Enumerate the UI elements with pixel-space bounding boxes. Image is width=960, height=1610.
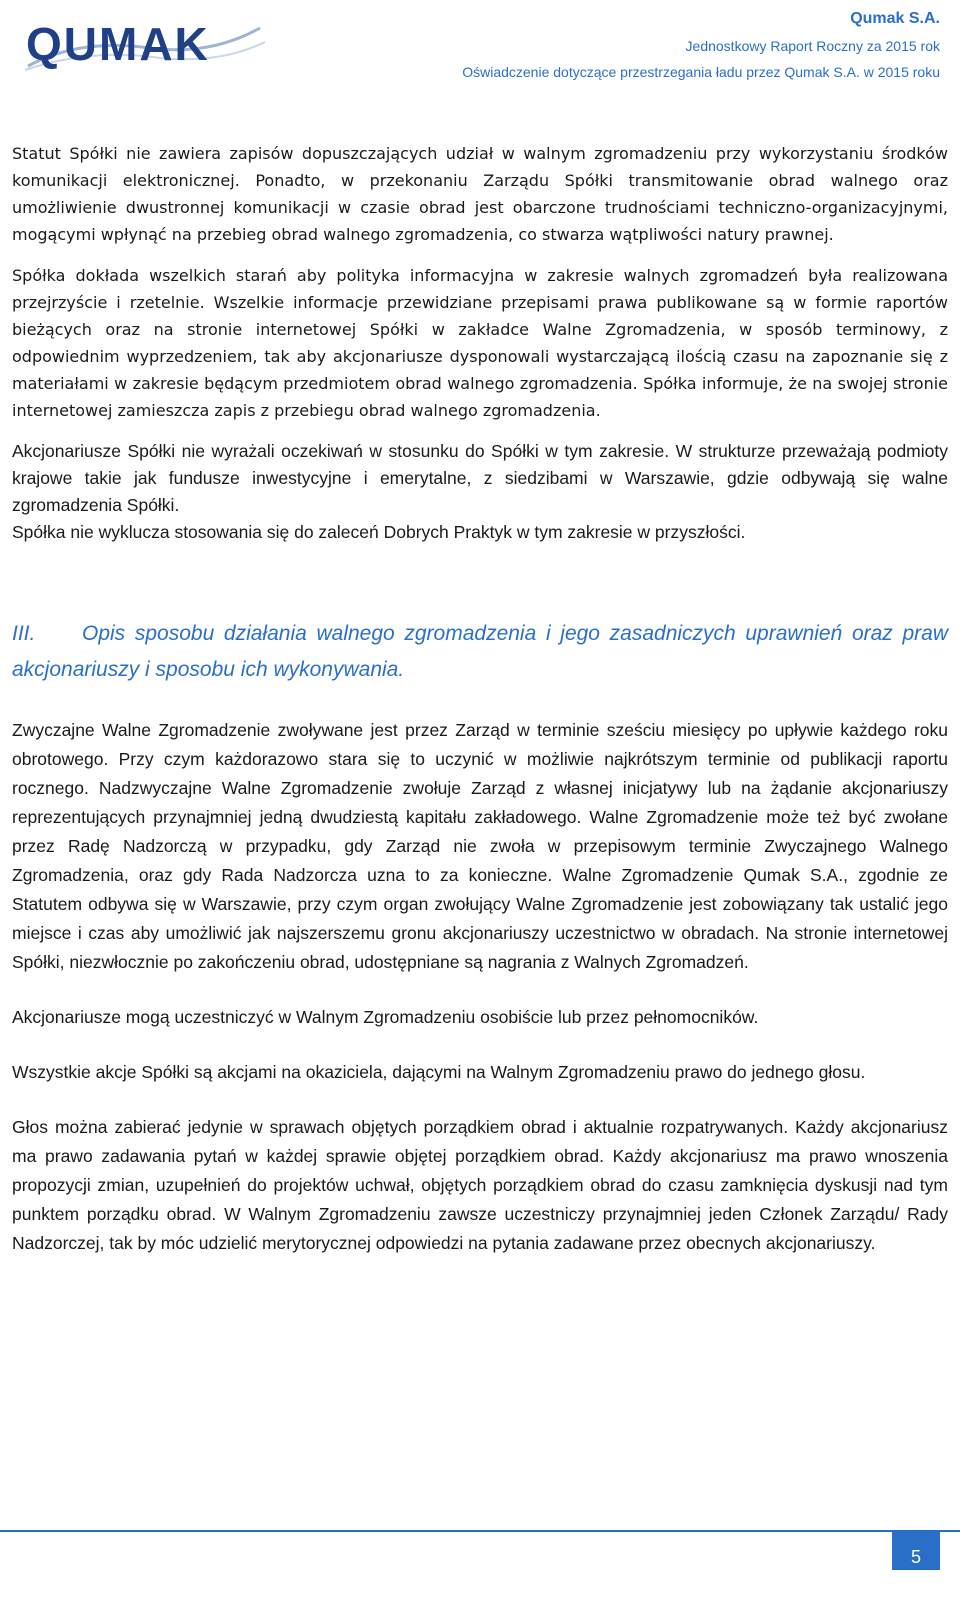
paragraph-information-policy: Spółka dokłada wszelkich starań aby polityka informacyjna w zakresie walnych zgromadzeń była realizowana przejrzyście i rzetelnie. Wszelkie informacje przewidziane przepisami prawa publikowane są w formie raportów bieżących oraz na stronie internetowej Spółki w zakładce Walne Zgromadzenia, w sposób terminowy, z odpowiednim wyprzedzeniem, tak aby akcjonariusze dysponowali wystarczającą ilością czasu na zapoznanie się z materiałami w zakresie będącym przedmiotem obrad walnego zgromadzenia. Spółka informuje, że na swojej stronie internetowej zamieszcza zapis z przebiegu obrad walnego zgromadzenia.	[12, 266, 948, 420]
page-number: 5	[892, 1530, 940, 1570]
svg-text:QUMAK: QUMAK	[26, 18, 210, 70]
section-heading	[12, 616, 948, 688]
section-title: Opis sposobu działania walnego zgromadzenia i jego zasadniczych uprawnień oraz praw akcjonariuszy i sposobu ich wykonywania.	[12, 622, 948, 681]
paragraph-shareholder-rights: Głos można zabierać jedynie w sprawach objętych porządkiem obrad i aktualnie rozpatrywanych. Każdy akcjonariusz ma prawo zadawania pytań w każdej sprawie objętej porządkiem obrad. Każdy akcjonariusz ma prawo wnoszenia propozycji zmian, uzupełnień do projektów uchwał, objętych porządkiem obrad do czasu zamknięcia dyskusji nad tym punktem porządku obrad. W Walnym Zgromadzeniu zawsze uczestniczy przynajmniej jeden Członek Zarządu/ Rady Nadzorczej, tak by móc udzielić merytorycznej odpowiedzi na pytania zadawane przez obecnych akcjonariuszy.	[12, 1117, 948, 1253]
document-body	[12, 140, 948, 1284]
section-body	[12, 716, 948, 1258]
report-title: Jednostkowy Raport Roczny za 2015 rok	[685, 38, 940, 54]
qumak-logo	[20, 8, 270, 98]
paragraph-general-meeting-convening: Zwyczajne Walne Zgromadzenie zwoływane jest przez Zarząd w terminie sześciu miesięcy po upływie każdego roku obrotowego. Przy czym każdorazowo stara się to uczynić w możliwie najkrótszym terminie od publikacji raportu rocznego. Nadzwyczajne Walne Zgromadzenie zwołuje Zarząd z własnej inicjatywy lub na żądanie akcjonariuszy reprezentujących przynajmniej jedną dwudziestą kapitału zakładowego. Walne Zgromadzenie może też być zwołane przez Radę Nadzorczą w przypadku, gdy Zarząd nie zwoła w przepisowym terminie Zwyczajnego Walnego Zgromadzenia, oraz gdy Rada Nadzorcza uzna to za konieczne. Walne Zgromadzenie Qumak S.A., zgodnie ze Statutem odbywa się w Warszawie, przy czym organ zwołujący Walne Zgromadzenie jest zobowiązany tak ustalić jego miejsce i czas aby umożliwić jak najszerszemu gronu akcjonariuszy uczestnictwo w obradach. Na stronie internetowej Spółki, niezwłocznie po zakończeniu obrad, udostępniane są nagrania z Walnych Zgromadzeń.	[12, 720, 948, 972]
header-titles	[462, 10, 940, 90]
statement-title: Oświadczenie dotyczące przestrzegania ładu przez Qumak S.A. w 2015 roku	[462, 64, 940, 80]
paragraph-shares-votes: Wszystkie akcje Spółki są akcjami na okaziciela, dającymi na Walnym Zgromadzeniu prawo do jednego głosu.	[12, 1062, 866, 1082]
footer-divider	[0, 1530, 960, 1532]
paragraph-future-compliance: Spółka nie wyklucza stosowania się do zaleceń Dobrych Praktyk w tym zakresie w przyszłości.	[12, 522, 746, 542]
paragraph-electronic-participation: Statut Spółki nie zawiera zapisów dopuszczających udział w walnym zgromadzeniu przy wykorzystaniu środków komunikacji elektronicznej. Ponadto, w przekonaniu Zarządu Spółki transmitowanie obrad walnego oraz umożliwienie dwustronnej komunikacji w czasie obrad jest obarczone trudnościami techniczno-organizacyjnymi, mogącymi wpłynąć na przebieg obrad walnego zgromadzenia, co stwarza wątpliwości natury prawnej.	[12, 144, 948, 244]
company-name: Qumak S.A.	[850, 10, 940, 27]
page-header	[0, 0, 960, 110]
section-number: III.	[12, 622, 36, 645]
paragraph-shareholder-structure: Akcjonariusze Spółki nie wyrażali oczekiwań w stosunku do Spółki w tym zakresie. W strukturze przeważają podmioty krajowe takie jak fundusze inwestycyjne i emerytalne, z siedzibami w Warszawie, gdzie odbywają się walne zgromadzenia Spółki.	[12, 441, 948, 515]
paragraph-participation: Akcjonariusze mogą uczestniczyć w Walnym Zgromadzeniu osobiście lub przez pełnomocników.	[12, 1007, 759, 1027]
